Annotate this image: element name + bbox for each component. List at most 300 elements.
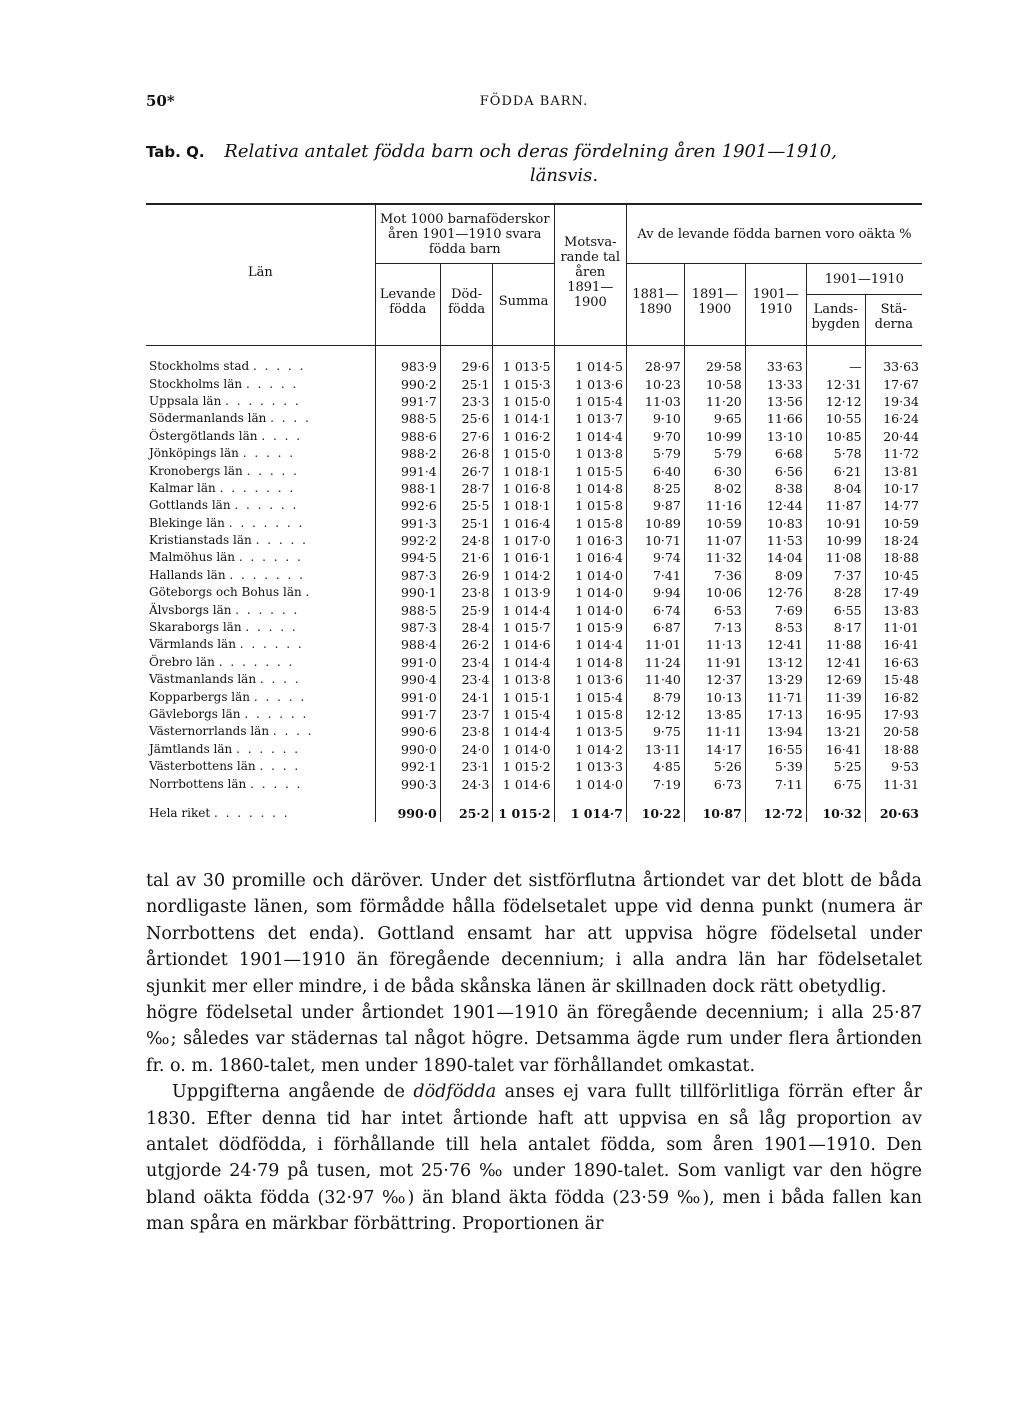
cell-a: 6·74	[626, 601, 684, 618]
table-caption	[146, 140, 922, 188]
leader-dots: . . . . . . .	[228, 515, 305, 530]
lan-name: Malmöhus län	[149, 550, 236, 565]
cell-sum: 1 014·2	[493, 567, 554, 584]
cell-lev: 994·5	[375, 549, 440, 566]
leader-dots: . . . . . .	[234, 498, 299, 513]
cell-lev: 988·1	[375, 480, 440, 497]
cell-dod: 27·6	[440, 428, 493, 445]
cell-lev: 992·6	[375, 497, 440, 514]
page-number: 50*	[146, 92, 175, 110]
cell-land: 7·37	[806, 567, 865, 584]
cell-c: 11·66	[745, 410, 806, 427]
lan-name: Kristianstads län	[149, 533, 252, 548]
cell-a: 9·75	[626, 723, 684, 740]
cell-lev: 991·0	[375, 654, 440, 671]
cell-a: 6·87	[626, 619, 684, 636]
cell-mot: 1 015·4	[554, 393, 626, 410]
cell-land: 12·12	[806, 393, 865, 410]
cell-c: 8·53	[745, 619, 806, 636]
lan-name: Södermanlands län	[149, 411, 267, 426]
lan-name: Älvsborgs län	[149, 602, 232, 617]
cell-b: 29·58	[684, 358, 745, 375]
cell-a: 4·85	[626, 758, 684, 775]
leader-dots: . . . . . . .	[225, 393, 301, 408]
cell-b: 6·73	[684, 775, 745, 792]
cell-land: 8·04	[806, 480, 865, 497]
cell-land: 11·39	[806, 688, 865, 705]
cell-a: 11·24	[626, 654, 684, 671]
cell-sum: 1 015·4	[493, 706, 554, 723]
leader-dots: . . . . .	[253, 359, 306, 374]
cell-c: 12·72	[745, 805, 806, 822]
lan-name: Stockholms stad	[149, 359, 250, 374]
table-row	[146, 480, 922, 497]
leader-dots: . . . . . .	[238, 550, 303, 565]
cell-land: 16·95	[806, 706, 865, 723]
cell-lev: 991·7	[375, 706, 440, 723]
leader-dots: . . . . . . .	[218, 654, 295, 669]
cell-c: 12·44	[745, 497, 806, 514]
row-name-cell	[146, 497, 375, 514]
leader-dots: . . . . . . .	[229, 567, 305, 582]
cell-sum: 1 018·1	[493, 462, 554, 479]
cell-dod: 28·4	[440, 619, 493, 636]
header-dodfodda: Död- födda	[440, 264, 493, 340]
cell-dod: 26·2	[440, 636, 493, 653]
cell-stad: 33·63	[865, 358, 922, 375]
cell-dod: 23·8	[440, 584, 493, 601]
leader-dots: . . . . . . .	[219, 480, 296, 495]
table-row	[146, 567, 922, 584]
cell-stad: 10·59	[865, 515, 922, 532]
cell-b: 8·02	[684, 480, 745, 497]
cell-dod: 21·6	[440, 549, 493, 566]
cell-land: 8·17	[806, 619, 865, 636]
cell-b: 10·58	[684, 375, 745, 392]
cell-mot: 1 016·3	[554, 532, 626, 549]
cell-dod: 25·1	[440, 375, 493, 392]
table-row	[146, 654, 922, 671]
cell-mot: 1 015·8	[554, 706, 626, 723]
cell-land: —	[806, 358, 865, 375]
cell-a: 8·25	[626, 480, 684, 497]
table-row	[146, 688, 922, 705]
cell-lev: 988·6	[375, 428, 440, 445]
cell-stad: 16·63	[865, 654, 922, 671]
row-name-cell	[146, 375, 375, 392]
cell-c: 5·39	[745, 758, 806, 775]
cell-mot: 1 016·4	[554, 549, 626, 566]
cell-sum: 1 016·2	[493, 428, 554, 445]
cell-stad: 13·83	[865, 601, 922, 618]
cell-sum: 1 015·2	[493, 758, 554, 775]
header-motsvarande: Motsva- rande tal åren 1891— 1900	[554, 204, 626, 339]
table-row	[146, 462, 922, 479]
cell-a: 6·40	[626, 462, 684, 479]
cell-a: 11·03	[626, 393, 684, 410]
cell-a: 9·94	[626, 584, 684, 601]
cell-stad: 11·01	[865, 619, 922, 636]
row-name-cell	[146, 706, 375, 723]
cell-mot: 1 014·8	[554, 654, 626, 671]
lan-name: Hallands län	[149, 567, 226, 582]
cell-a: 10·71	[626, 532, 684, 549]
row-name-cell	[146, 358, 375, 375]
lan-name: Västerbottens län	[149, 759, 256, 774]
lan-name: Kopparbergs län	[149, 689, 251, 704]
cell-lev: 988·4	[375, 636, 440, 653]
cell-mot: 1 015·4	[554, 688, 626, 705]
lan-name: Örebro län	[149, 654, 215, 669]
cell-land: 10·55	[806, 410, 865, 427]
cell-c: 7·11	[745, 775, 806, 792]
cell-dod: 25·9	[440, 601, 493, 618]
leader-dots: . . . .	[270, 411, 311, 426]
cell-stad: 13·81	[865, 462, 922, 479]
table-row	[146, 584, 922, 601]
cell-sum: 1 015·0	[493, 393, 554, 410]
cell-land: 5·78	[806, 445, 865, 462]
cell-dod: 24·8	[440, 532, 493, 549]
cell-c: 14·04	[745, 549, 806, 566]
table-row	[146, 428, 922, 445]
leader-dots: . . . .	[272, 724, 314, 739]
cell-a: 10·23	[626, 375, 684, 392]
cell-b: 5·26	[684, 758, 745, 775]
paragraph-3-text-a: Uppgifterna angående de	[172, 1082, 414, 1103]
cell-sum: 1 015·2	[493, 805, 554, 822]
row-name-cell	[146, 462, 375, 479]
cell-stad: 18·24	[865, 532, 922, 549]
cell-c: 8·38	[745, 480, 806, 497]
lan-name: Hela riket	[149, 805, 211, 820]
header-group-oakta: Av de levande födda barnen voro oäkta %	[626, 204, 922, 264]
table-row	[146, 549, 922, 566]
row-name-cell	[146, 805, 375, 822]
cell-dod: 29·6	[440, 358, 493, 375]
cell-lev: 990·3	[375, 775, 440, 792]
cell-lev: 990·4	[375, 671, 440, 688]
row-name-cell	[146, 567, 375, 584]
cell-mot: 1 015·8	[554, 497, 626, 514]
cell-c: 6·56	[745, 462, 806, 479]
cell-mot: 1 013·7	[554, 410, 626, 427]
leader-dots: . . . . . .	[244, 707, 309, 721]
header-summa: Summa	[493, 264, 554, 340]
cell-sum: 1 015·0	[493, 445, 554, 462]
cell-stad: 10·17	[865, 480, 922, 497]
cell-land: 10·91	[806, 515, 865, 532]
cell-lev: 988·5	[375, 601, 440, 618]
cell-dod: 26·7	[440, 462, 493, 479]
cell-b: 11·11	[684, 723, 745, 740]
lan-name: Kronobergs län	[149, 463, 243, 478]
cell-c: 11·71	[745, 688, 806, 705]
cell-land: 6·21	[806, 462, 865, 479]
lan-name: Jönköpings län	[149, 446, 239, 461]
cell-b: 10·59	[684, 515, 745, 532]
cell-a: 28·97	[626, 358, 684, 375]
table-row	[146, 741, 922, 758]
cell-a: 11·01	[626, 636, 684, 653]
cell-stad: 20·44	[865, 428, 922, 445]
cell-dod: 26·9	[440, 567, 493, 584]
table-body	[146, 346, 922, 823]
leader-dots: . . . .	[259, 759, 301, 774]
cell-land: 10·85	[806, 428, 865, 445]
cell-sum: 1 015·1	[493, 688, 554, 705]
row-name-cell	[146, 775, 375, 792]
cell-sum: 1 016·1	[493, 549, 554, 566]
row-name-cell	[146, 601, 375, 618]
header-1891-1900: 1891— 1900	[684, 264, 745, 340]
table-row	[146, 671, 922, 688]
row-name-cell	[146, 741, 375, 758]
cell-dod: 24·3	[440, 775, 493, 792]
cell-mot: 1 014·0	[554, 567, 626, 584]
cell-land: 16·41	[806, 741, 865, 758]
cell-mot: 1 014·2	[554, 741, 626, 758]
row-name-cell	[146, 584, 375, 601]
header-landsbygden: Lands- bygden	[806, 295, 865, 340]
cell-dod: 23·4	[440, 654, 493, 671]
cell-c: 16·55	[745, 741, 806, 758]
cell-c: 13·94	[745, 723, 806, 740]
cell-lev: 990·1	[375, 584, 440, 601]
cell-a: 7·41	[626, 567, 684, 584]
row-name-cell	[146, 723, 375, 740]
cell-b: 6·53	[684, 601, 745, 618]
cell-mot: 1 013·6	[554, 375, 626, 392]
cell-lev: 987·3	[375, 619, 440, 636]
cell-a: 9·74	[626, 549, 684, 566]
cell-stad: 18·88	[865, 741, 922, 758]
cell-b: 11·13	[684, 636, 745, 653]
cell-c: 17·13	[745, 706, 806, 723]
row-name-cell	[146, 428, 375, 445]
header-1901-1910-split: 1901—1910	[806, 264, 922, 295]
paragraph-3-emphasis: dödfödda	[413, 1082, 497, 1103]
cell-dod: 23·7	[440, 706, 493, 723]
lan-name: Gävleborgs län	[149, 707, 241, 721]
cell-mot: 1 013·8	[554, 445, 626, 462]
table-row	[146, 706, 922, 723]
cell-sum: 1 015·3	[493, 375, 554, 392]
table-row	[146, 497, 922, 514]
cell-mot: 1 015·9	[554, 619, 626, 636]
leader-dots: . . . .	[261, 428, 303, 443]
table-row	[146, 775, 922, 792]
leader-dots: . . . . . .	[236, 741, 301, 756]
cell-lev: 987·3	[375, 567, 440, 584]
cell-sum: 1 016·8	[493, 480, 554, 497]
cell-land: 6·55	[806, 601, 865, 618]
lan-name: Uppsala län	[149, 393, 222, 408]
cell-c: 7·69	[745, 601, 806, 618]
cell-lev: 990·0	[375, 805, 440, 822]
cell-lev: 990·6	[375, 723, 440, 740]
row-name-cell	[146, 549, 375, 566]
table-subtitle: länsvis.	[529, 165, 599, 186]
table-row	[146, 410, 922, 427]
cell-sum: 1 013·5	[493, 358, 554, 375]
row-name-cell	[146, 445, 375, 462]
cell-b: 13·85	[684, 706, 745, 723]
cell-b: 6·30	[684, 462, 745, 479]
cell-b: 10·99	[684, 428, 745, 445]
lan-name: Göteborgs och Bohus län	[149, 585, 302, 600]
cell-b: 10·06	[684, 584, 745, 601]
cell-a: 13·11	[626, 741, 684, 758]
row-name-cell	[146, 532, 375, 549]
cell-land: 11·88	[806, 636, 865, 653]
cell-land: 8·28	[806, 584, 865, 601]
lan-name: Östergötlands län	[149, 428, 258, 443]
header-levande-fodda: Levande födda	[375, 264, 440, 340]
cell-stad: 19·34	[865, 393, 922, 410]
cell-lev: 992·1	[375, 758, 440, 775]
cell-stad: 14·77	[865, 497, 922, 514]
cell-c: 13·29	[745, 671, 806, 688]
table-row	[146, 619, 922, 636]
cell-dod: 23·1	[440, 758, 493, 775]
cell-stad: 17·49	[865, 584, 922, 601]
cell-lev: 991·0	[375, 688, 440, 705]
cell-a: 8·79	[626, 688, 684, 705]
leader-dots: . . . . .	[245, 376, 299, 391]
cell-stad: 17·67	[865, 375, 922, 392]
header-group-mot-1000: Mot 1000 barnaföderskor åren 1901—1910 svara födda barn	[375, 204, 554, 264]
table-row	[146, 758, 922, 775]
cell-b: 11·07	[684, 532, 745, 549]
cell-c: 12·76	[745, 584, 806, 601]
table-row	[146, 636, 922, 653]
cell-b: 10·13	[684, 688, 745, 705]
cell-a: 9·70	[626, 428, 684, 445]
lan-name: Stockholms län	[149, 376, 243, 391]
leader-dots: .	[305, 585, 312, 600]
cell-b: 7·13	[684, 619, 745, 636]
cell-mot: 1 014·0	[554, 584, 626, 601]
leader-dots: . . . . .	[246, 463, 299, 478]
table-row	[146, 445, 922, 462]
header-lan: Län	[146, 204, 375, 339]
cell-land: 10·32	[806, 805, 865, 822]
table-label: Tab. Q.	[146, 143, 205, 161]
cell-land: 6·75	[806, 775, 865, 792]
cell-lev: 992·2	[375, 532, 440, 549]
cell-stad: 20·58	[865, 723, 922, 740]
cell-land: 12·69	[806, 671, 865, 688]
cell-lev: 991·4	[375, 462, 440, 479]
paragraph-3	[146, 1079, 922, 1237]
cell-mot: 1 013·3	[554, 758, 626, 775]
cell-stad: 15·48	[865, 671, 922, 688]
cell-land: 12·31	[806, 375, 865, 392]
cell-c: 13·56	[745, 393, 806, 410]
row-name-cell	[146, 654, 375, 671]
cell-lev: 990·2	[375, 375, 440, 392]
header-1901-1910: 1901— 1910	[745, 264, 806, 340]
cell-dod: 23·8	[440, 723, 493, 740]
cell-sum: 1 014·6	[493, 636, 554, 653]
cell-mot: 1 014·0	[554, 775, 626, 792]
cell-stad: 20·63	[865, 805, 922, 822]
cell-mot: 1 015·8	[554, 515, 626, 532]
cell-lev: 991·7	[375, 393, 440, 410]
cell-dod: 23·3	[440, 393, 493, 410]
cell-stad: 16·24	[865, 410, 922, 427]
table-row	[146, 358, 922, 375]
lan-name: Blekinge län	[149, 515, 225, 530]
cell-sum: 1 014·1	[493, 410, 554, 427]
cell-mot: 1 014·7	[554, 805, 626, 822]
cell-stad: 18·88	[865, 549, 922, 566]
row-name-cell	[146, 480, 375, 497]
leader-dots: . . . . .	[255, 533, 308, 548]
cell-sum: 1 014·4	[493, 723, 554, 740]
cell-mot: 1 014·8	[554, 480, 626, 497]
lan-name: Västernorrlands län	[149, 724, 270, 739]
cell-a: 10·89	[626, 515, 684, 532]
lan-name: Gottlands län	[149, 498, 231, 513]
cell-a: 9·87	[626, 497, 684, 514]
cell-b: 14·17	[684, 741, 745, 758]
table-row	[146, 515, 922, 532]
cell-sum: 1 014·4	[493, 654, 554, 671]
cell-dod: 25·2	[440, 805, 493, 822]
cell-a: 5·79	[626, 445, 684, 462]
lan-name: Kalmar län	[149, 480, 216, 495]
cell-c: 8·09	[745, 567, 806, 584]
cell-land: 10·99	[806, 532, 865, 549]
leader-dots: . . . .	[259, 672, 301, 687]
cell-dod: 25·5	[440, 497, 493, 514]
cell-mot: 1 013·5	[554, 723, 626, 740]
cell-dod: 23·4	[440, 671, 493, 688]
cell-c: 13·33	[745, 375, 806, 392]
cell-mot: 1 014·5	[554, 358, 626, 375]
cell-lev: 988·5	[375, 410, 440, 427]
table-row	[146, 375, 922, 392]
row-name-cell	[146, 688, 375, 705]
statistics-table	[146, 203, 922, 822]
cell-mot: 1 014·4	[554, 428, 626, 445]
cell-dod: 25·1	[440, 515, 493, 532]
cell-c: 11·53	[745, 532, 806, 549]
body-text	[146, 868, 922, 1238]
row-name-cell	[146, 619, 375, 636]
cell-stad: 16·41	[865, 636, 922, 653]
cell-a: 12·12	[626, 706, 684, 723]
cell-stad: 11·72	[865, 445, 922, 462]
cell-stad: 10·45	[865, 567, 922, 584]
leader-dots: . . . . .	[242, 446, 296, 461]
lan-name: Norrbottens län	[149, 776, 247, 791]
cell-land: 12·41	[806, 654, 865, 671]
cell-c: 13·12	[745, 654, 806, 671]
cell-sum: 1 018·1	[493, 497, 554, 514]
leader-dots: . . . . .	[253, 689, 307, 704]
cell-b: 7·36	[684, 567, 745, 584]
cell-c: 33·63	[745, 358, 806, 375]
cell-lev: 991·3	[375, 515, 440, 532]
table-row	[146, 393, 922, 410]
cell-b: 11·16	[684, 497, 745, 514]
lan-name: Västmanlands län	[149, 672, 257, 687]
cell-land: 13·21	[806, 723, 865, 740]
table-title: Relativa antalet födda barn och deras fördelning åren 1901—1910,	[224, 141, 837, 162]
